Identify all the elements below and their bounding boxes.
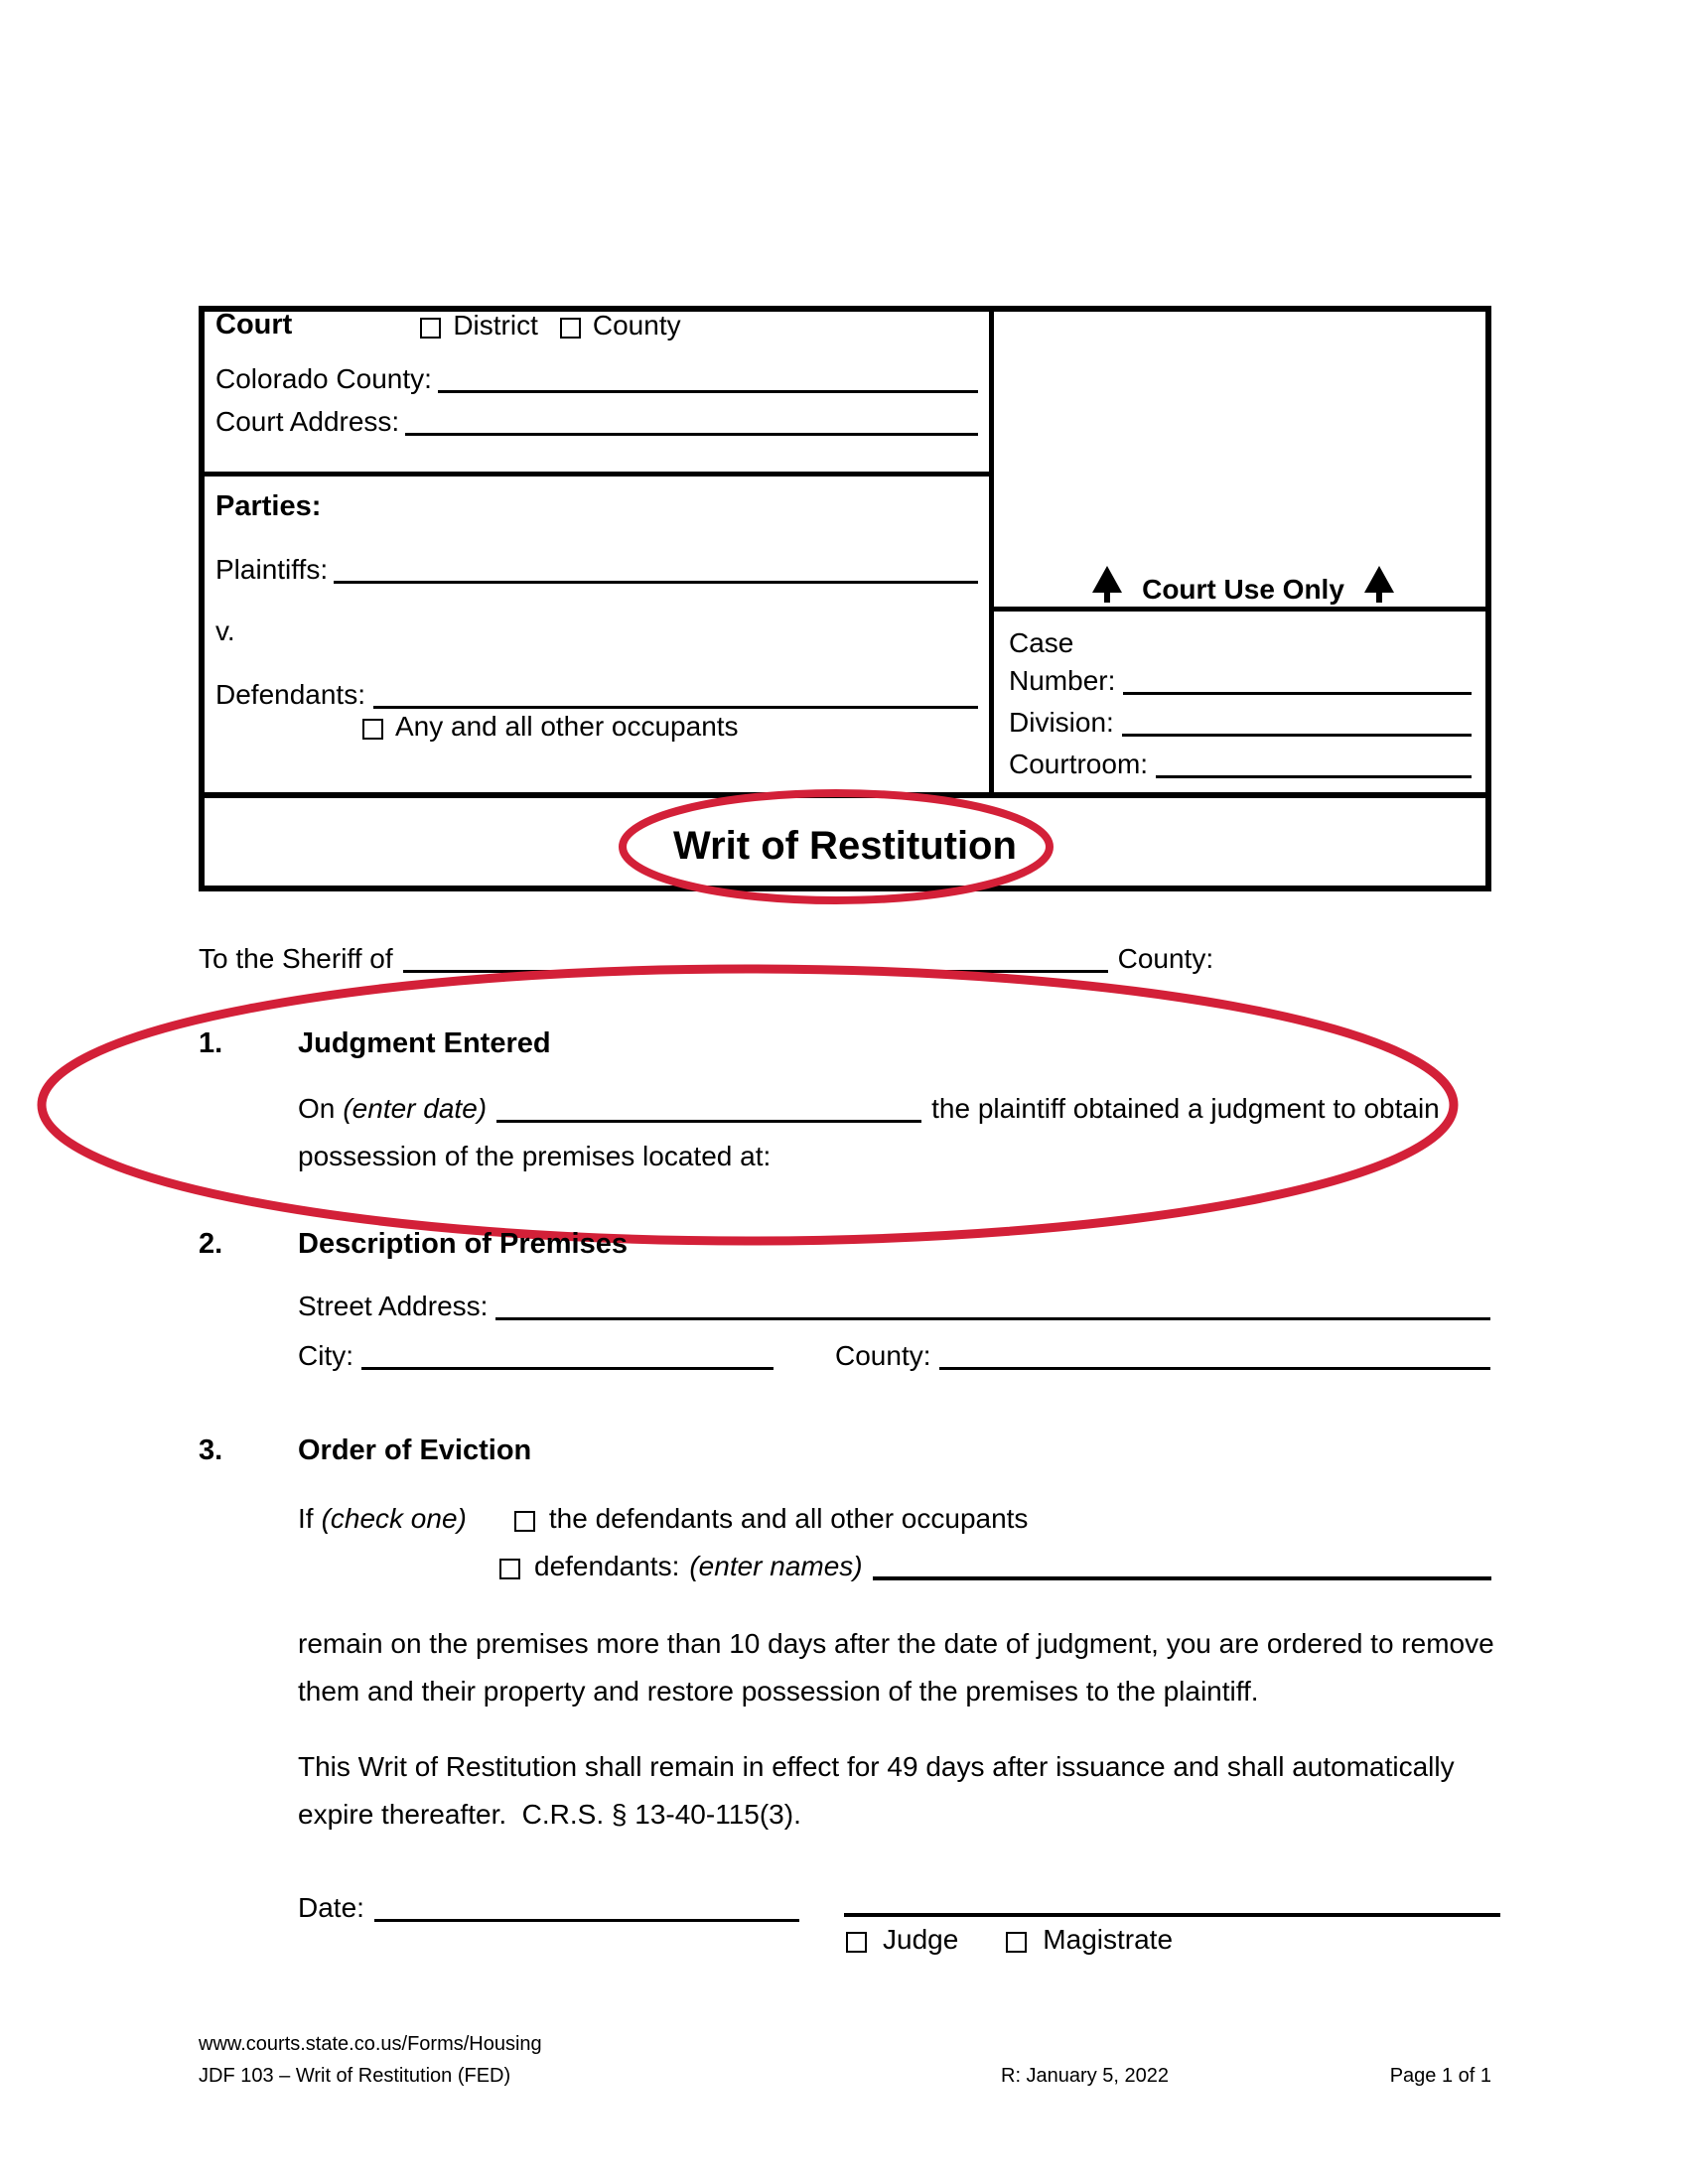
section2-heading: Description of Premises (298, 1228, 628, 1260)
enter-names-hint: (enter names) (689, 1550, 863, 1581)
premises-county-label: County: (835, 1339, 931, 1371)
title-row-divider (199, 792, 1491, 798)
sheriff-county-field[interactable] (403, 963, 1108, 973)
eviction-paragraph2-line2: expire thereafter. C.R.S. § 13-40-115(3). (298, 1799, 801, 1830)
eviction-paragraph1-line1: remain on the premises more than 10 days after the date of judgment, you are ordered to remove (298, 1628, 1494, 1659)
section1-heading: Judgment Entered (298, 1027, 551, 1059)
premises-county-field[interactable] (939, 1360, 1491, 1370)
district-checkbox-label: District (453, 309, 538, 341)
sheriff-line-suffix: County: (1117, 942, 1214, 974)
section1-number: 1. (199, 1027, 223, 1059)
defendants-all-occupants-label: the defendants and all other occupants (548, 1502, 1029, 1534)
footer-revision-date: R: January 5, 2022 (1001, 2065, 1169, 2087)
court-parties-divider (199, 472, 994, 477)
county-checkbox[interactable] (560, 318, 581, 339)
check-one-hint: (check one) (321, 1502, 467, 1534)
caption-box-vertical-divider (989, 306, 994, 794)
court-address-label: Court Address: (215, 405, 400, 437)
court-address-field[interactable] (405, 426, 978, 436)
defendants-field[interactable] (373, 699, 978, 709)
courtroom-label: Courtroom: (1009, 748, 1149, 779)
county-checkbox-label: County (592, 309, 681, 341)
plaintiffs-field[interactable] (334, 574, 978, 584)
judgment-date-field[interactable] (496, 1113, 921, 1123)
case-number-label-line2: Number: (1009, 664, 1116, 696)
if-word: If (298, 1502, 314, 1534)
footer-form-number: JDF 103 – Writ of Restitution (FED) (199, 2065, 511, 2087)
courtroom-field[interactable] (1156, 768, 1472, 778)
eviction-paragraph1-line2: them and their property and restore possession of the premises to the plaintiff. (298, 1676, 1259, 1706)
judge-checkbox[interactable] (846, 1932, 867, 1953)
date-label: Date: (298, 1891, 364, 1923)
footer-page-number: Page 1 of 1 (1389, 2065, 1491, 2087)
street-address-field[interactable] (495, 1310, 1490, 1320)
division-label: Division: (1009, 706, 1114, 738)
sheriff-line-prefix: To the Sheriff of (199, 942, 393, 974)
case-number-field[interactable] (1123, 685, 1472, 695)
plaintiffs-label: Plaintiffs: (215, 553, 329, 585)
section3-number: 3. (199, 1434, 223, 1466)
section3-heading: Order of Eviction (298, 1434, 532, 1466)
occupants-checkbox-label: Any and all other occupants (395, 710, 739, 742)
judgment-line2-text: possession of the premises located at: (298, 1141, 772, 1171)
up-arrow-icon (1092, 566, 1122, 604)
court-section-title: Court (215, 308, 293, 341)
city-label: City: (298, 1339, 353, 1371)
case-number-label-line1: Case (1009, 626, 1074, 658)
versus-label: v. (215, 614, 235, 646)
date-field[interactable] (374, 1912, 799, 1922)
enter-date-hint: (enter date) (343, 1092, 488, 1124)
district-checkbox[interactable] (420, 318, 441, 339)
named-defendants-field[interactable] (873, 1570, 1491, 1580)
division-field[interactable] (1122, 727, 1472, 737)
signature-line[interactable] (844, 1887, 1500, 1917)
section2-number: 2. (199, 1228, 223, 1260)
judgment-on-word: On (298, 1092, 336, 1124)
street-address-label: Street Address: (298, 1290, 489, 1321)
city-field[interactable] (361, 1360, 774, 1370)
judgment-line1-text: the plaintiff obtained a judgment to obtain (931, 1092, 1440, 1124)
defendants-label: Defendants: (215, 678, 365, 710)
up-arrow-icon (1364, 566, 1394, 604)
court-use-only-label: Court Use Only (1142, 573, 1344, 605)
defendants-all-occupants-checkbox[interactable] (514, 1511, 535, 1532)
court-use-divider (989, 607, 1491, 612)
judge-checkbox-label: Judge (883, 1923, 959, 1955)
parties-section-title: Parties: (215, 489, 322, 522)
named-defendants-checkbox[interactable] (499, 1559, 520, 1579)
colorado-county-label: Colorado County: (215, 362, 432, 394)
footer-url: www.courts.state.co.us/Forms/Housing (199, 2033, 542, 2055)
occupants-checkbox[interactable] (362, 719, 383, 740)
colorado-county-field[interactable] (438, 383, 978, 393)
form-title: Writ of Restitution (673, 824, 1017, 868)
magistrate-checkbox[interactable] (1006, 1932, 1027, 1953)
named-defendants-label: defendants: (534, 1550, 680, 1581)
magistrate-checkbox-label: Magistrate (1043, 1923, 1174, 1955)
eviction-paragraph2-line1: This Writ of Restitution shall remain in effect for 49 days after issuance and shall automatically (298, 1751, 1455, 1782)
